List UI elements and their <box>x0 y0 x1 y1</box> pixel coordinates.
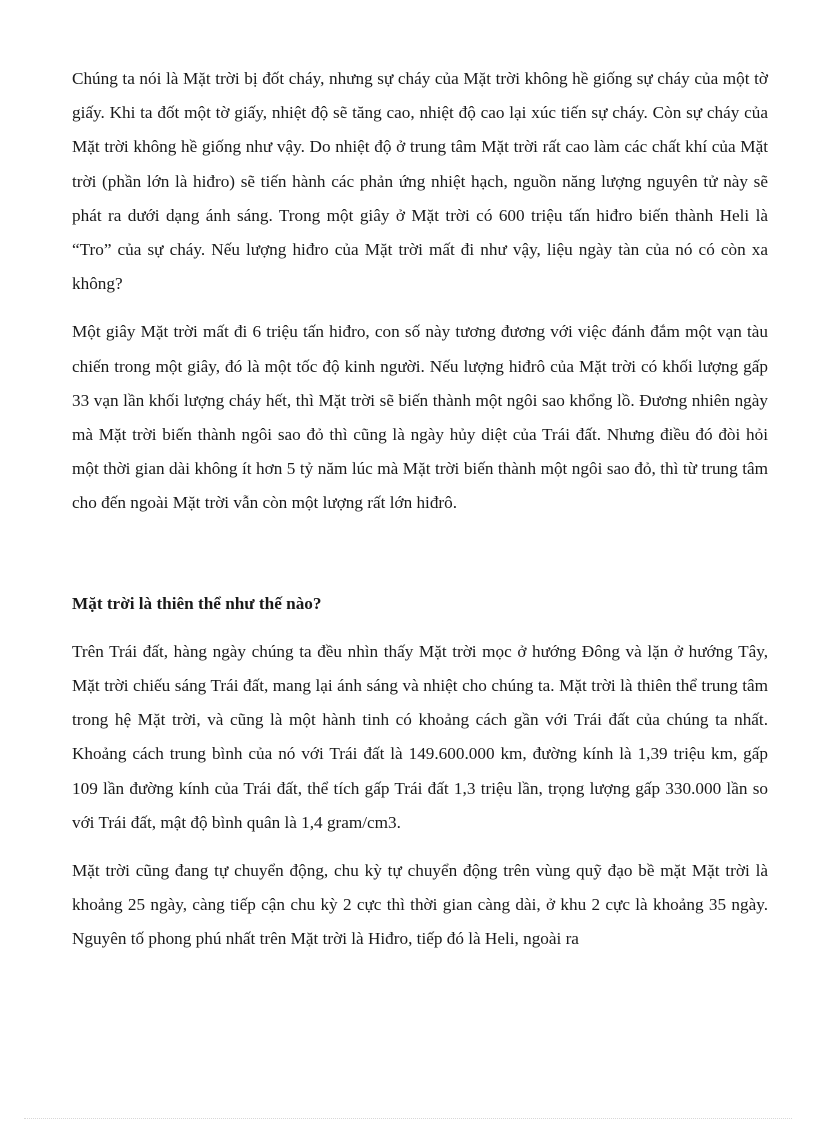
document-body <box>72 62 768 957</box>
section-heading: Mặt trời là thiên thể như thế nào? <box>72 593 322 613</box>
page-bottom-divider <box>24 1118 792 1119</box>
paragraph-sun-burning: Chúng ta nói là Mặt trời bị đốt cháy, nhưng sự cháy của Mặt trời không hề giống sự cháy của một tờ giấy. Khi ta đốt một tờ giấy, nhiệt độ sẽ tăng cao, nhiệt độ cao lại xúc tiến sự cháy. Còn sự cháy của Mặt trời không hề giống như vậy. Do nhiệt độ ở trung tâm Mặt trời rất cao làm các chất khí của Mặt trời (phần lớn là hiđro) sẽ tiến hành các phản ứng nhiệt hạch, nguồn năng lượng nguyên tử này sẽ phát ra dưới dạng ánh sáng. Trong một giây ở Mặt trời có 600 triệu tấn hiđro biến thành Heli là “Tro” của sự cháy. Nếu lượng hiđro của Mặt trời mất đi như vậy, liệu ngày tàn của nó có còn xa không? <box>72 69 768 294</box>
paragraph-sun-rotation: Mặt trời cũng đang tự chuyển động, chu kỳ tự chuyển động trên vùng quỹ đạo bề mặt Mặt trời là khoảng 25 ngày, càng tiếp cận chu kỳ 2 cực thì thời gian càng dài, ở khu 2 cực là khoảng 35 ngày. Nguyên tố phong phú nhất trên Mặt trời là Hiđro, tiếp đó là Heli, ngoài ra <box>72 861 768 949</box>
paragraph-hydrogen-loss: Một giây Mặt trời mất đi 6 triệu tấn hiđro, con số này tương đương với việc đánh đắm một vạn tàu chiến trong một giây, đó là một tốc độ kinh người. Nếu lượng hiđrô của Mặt trời có khối lượng gấp 33 vạn lần khối lượng cháy hết, thì Mặt trời sẽ biến thành một ngôi sao khổng lồ. Đương nhiên ngày mà Mặt trời biến thành ngôi sao đỏ thì cũng là ngày hủy diệt của Trái đất. Nhưng điều đó đòi hỏi một thời gian dài không ít hơn 5 tỷ năm lúc mà Mặt trời biến thành một ngôi sao đỏ, thì từ trung tâm cho đến ngoài Mặt trời vẫn còn một lượng rất lớn hiđrô. <box>72 322 768 513</box>
paragraph-sun-facts: Trên Trái đất, hàng ngày chúng ta đều nhìn thấy Mặt trời mọc ở hướng Đông và lặn ở hướng Tây, Mặt trời chiếu sáng Trái đất, mang lại ánh sáng và nhiệt cho chúng ta. Mặt trời là thiên thể trung tâm trong hệ Mặt trời, và cũng là một hành tinh có khoảng cách gần với Trái đất của chúng ta nhất. Khoảng cách trung bình của nó với Trái đất là 149.600.000 km, đường kính là 1,39 triệu km, gấp 109 lần đường kính của Trái đất, thể tích gấp Trái đất 1,3 triệu lần, trọng lượng gấp 330.000 lần so với Trái đất, mật độ bình quân là 1,4 gram/cm3. <box>72 641 768 832</box>
